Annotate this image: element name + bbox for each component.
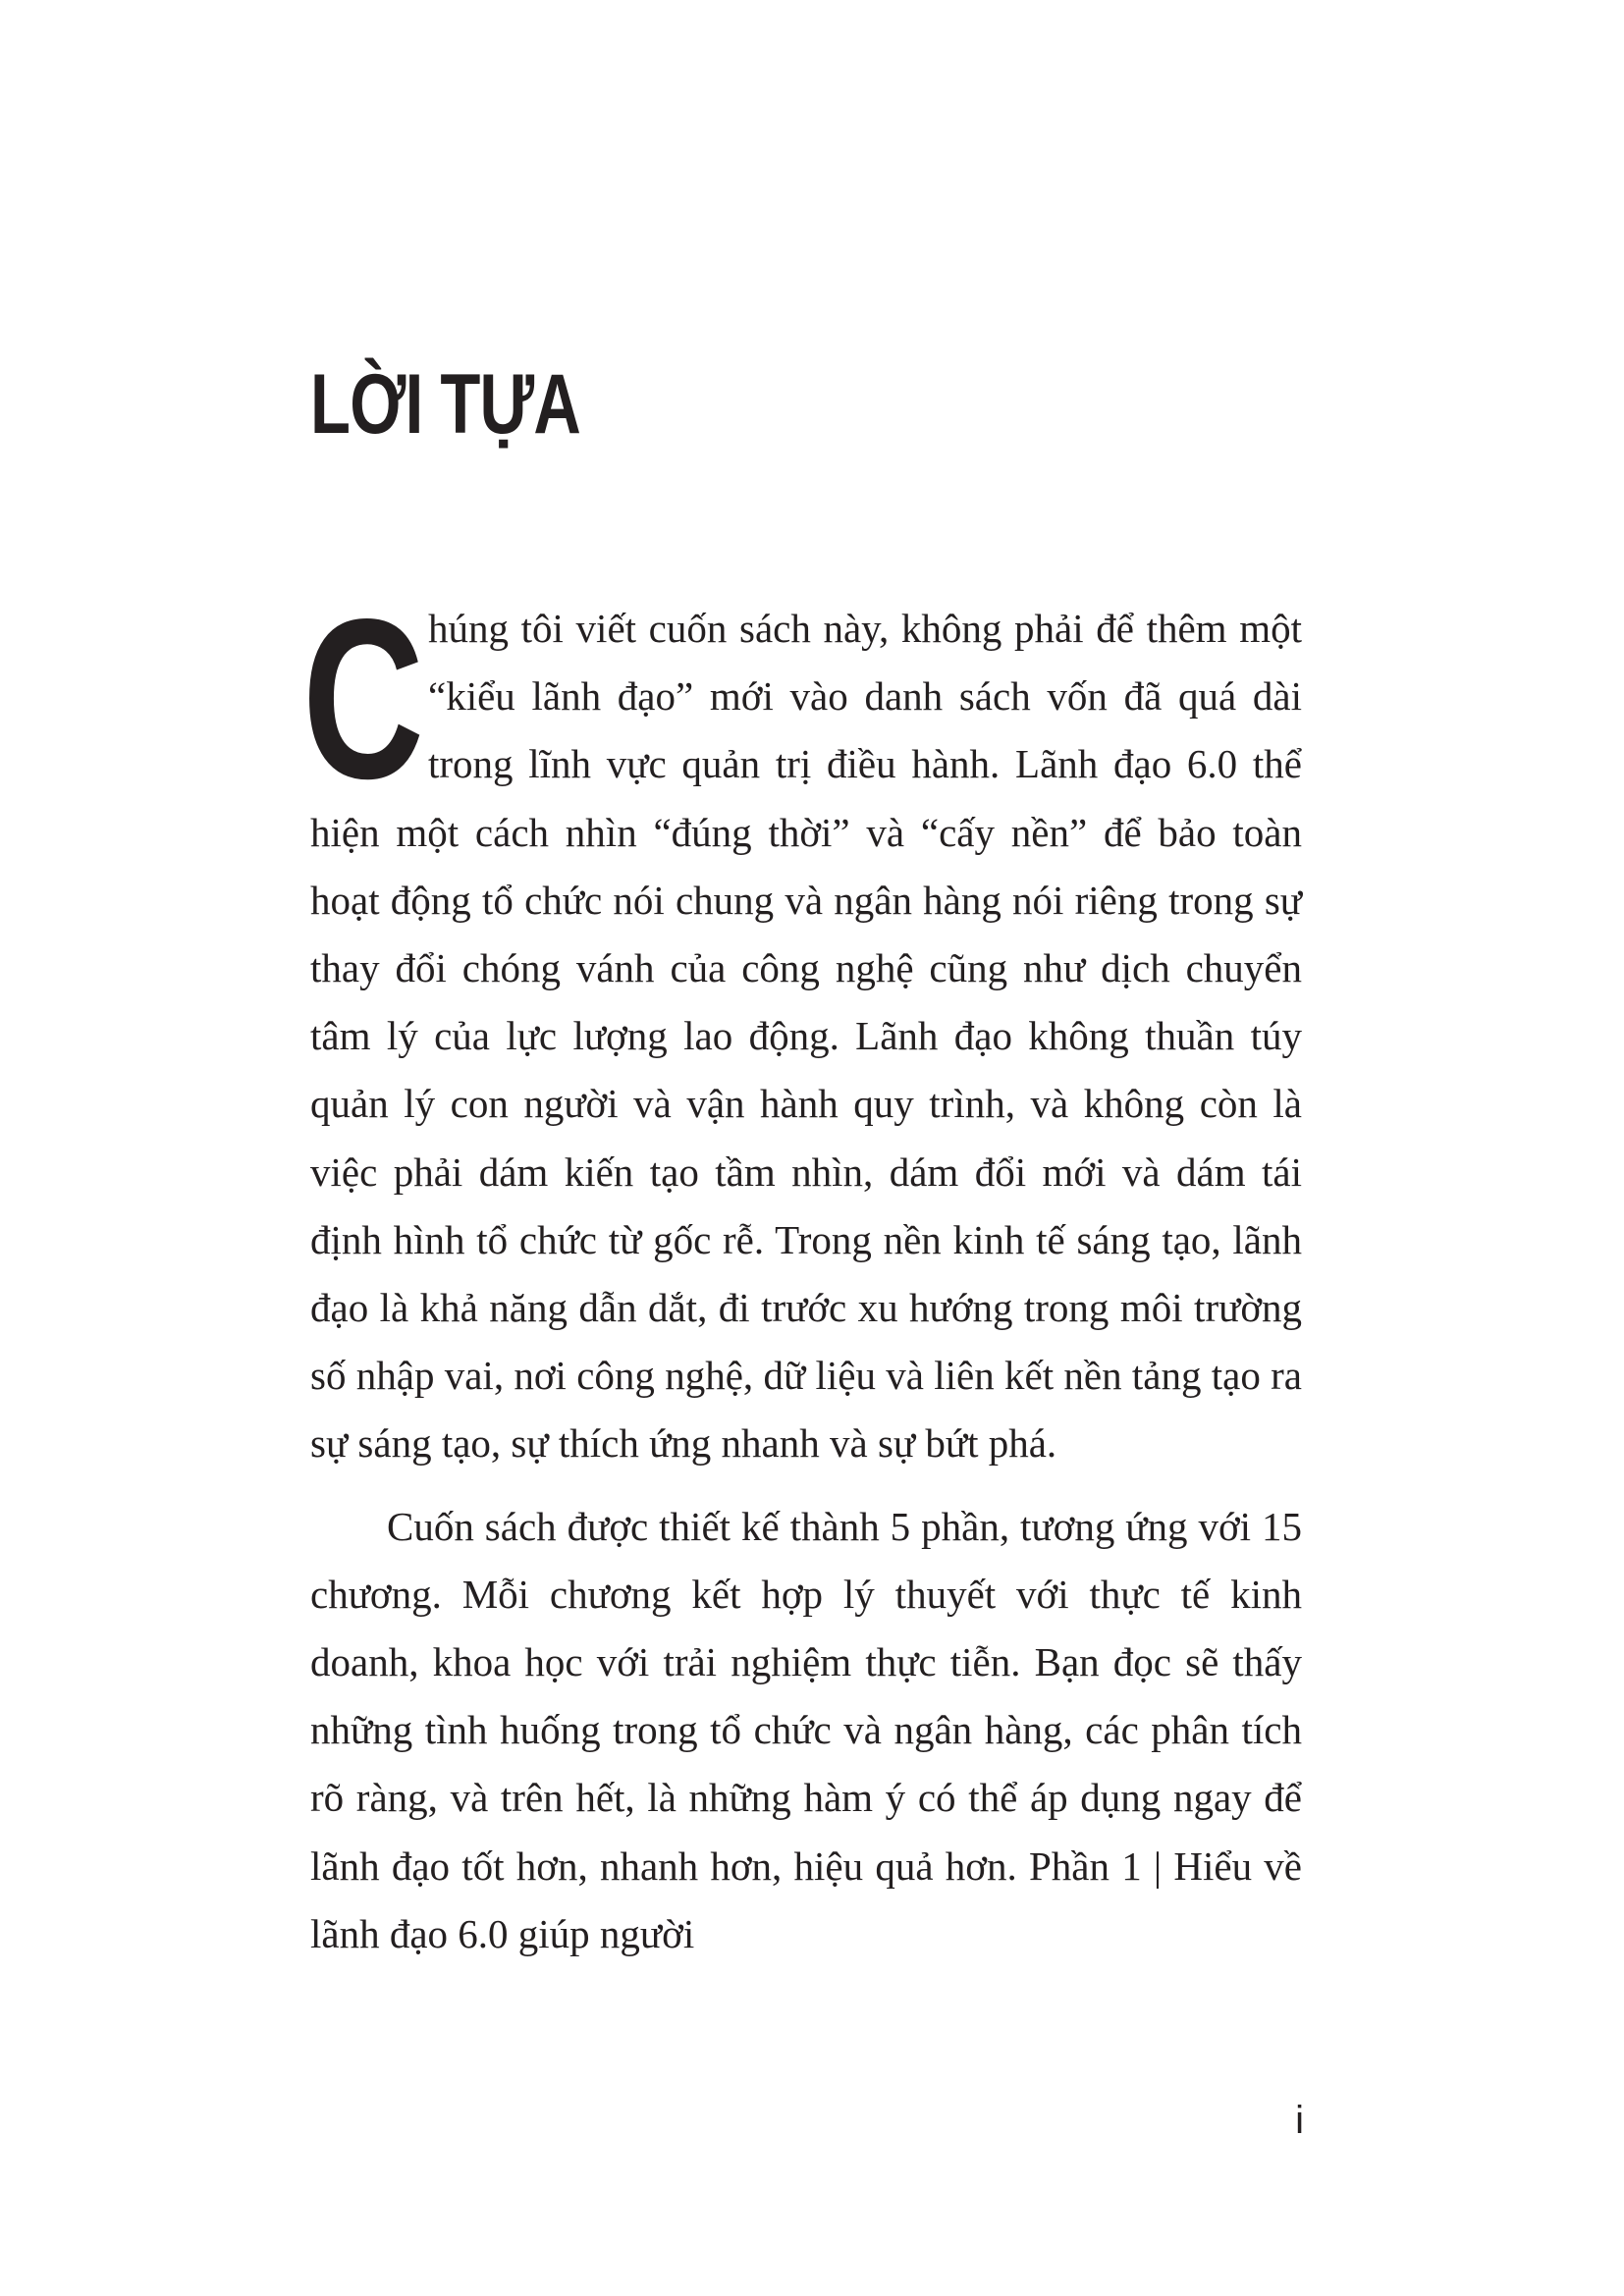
paragraph-2: Cuốn sách được thiết kế thành 5 phần, tương ứng với 15 chương. Mỗi chương kết hợp lý thuyết với thực tế kinh doanh, khoa học với trải nghiệm thực tiễn. Bạn đọc sẽ thấy những tình huống trong tổ chức và ngân hàng, các phân tích rõ ràng, và trên hết, là những hàm ý có thể áp dụng ngay để lãnh đạo tốt hơn, nhanh hơn, hiệu quả hơn. Phần 1 | Hiểu về lãnh đạo 6.0 giúp người [310, 1503, 1302, 1956]
paragraph-1-text: húng tôi viết cuốn sách này, không phải để thêm một “kiểu lãnh đạo” mới vào danh sách vốn đã quá dài trong lĩnh vực quản trị điều hành. Lãnh đạo 6.0 thể hiện một cách nhìn “đúng thời” và “cấy nền” để bảo toàn hoạt động tổ chức nói chung và ngân hàng nói riêng trong sự thay đổi chóng vánh của công nghệ cũng như dịch chuyển tâm lý của lực lượng lao động. Lãnh đạo không thuần túy quản lý con người và vận hành quy trình, và không còn là việc phải dám kiến tạo tầm nhìn, dám đổi mới và dám tái định hình tổ chức từ gốc rễ. Trong nền kinh tế sáng tạo, lãnh đạo là khả năng dẫn dắt, đi trước xu hướng trong môi trường số nhập vai, nơi công nghệ, dữ liệu và liên kết nền tảng tạo ra sự sáng tạo, sự thích ứng nhanh và sự bứt phá. [310, 606, 1302, 1467]
body-text [302, 572, 1302, 1968]
chapter-title: LỜI TỰA [310, 357, 581, 452]
drop-cap-letter: C [302, 572, 424, 827]
paragraph-1 [302, 572, 1302, 1478]
page-number: i [1295, 2099, 1304, 2142]
